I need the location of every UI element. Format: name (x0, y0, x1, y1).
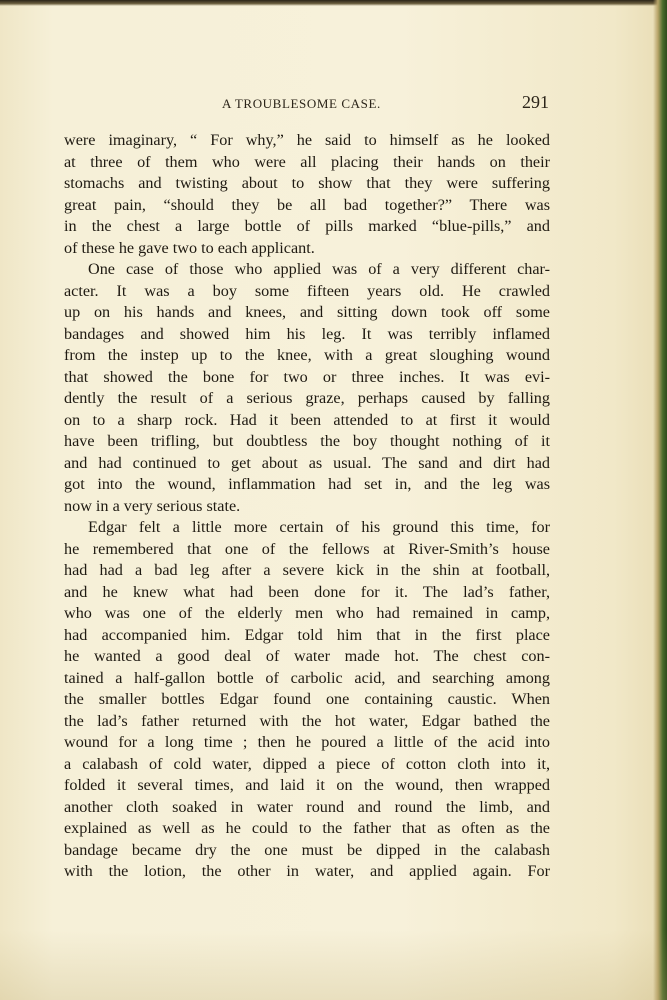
text-line: folded it several times, and laid it on the wound, then wrapped (64, 776, 550, 794)
text-line: he remembered that one of the fellows at River-Smith’s house (64, 539, 550, 558)
text-line: up on his hands and knees, and sitting down took off some (64, 303, 550, 321)
page-top-edge (0, 0, 667, 6)
text-line: One case of those who applied was of a very different char- (88, 260, 550, 278)
running-head (64, 92, 549, 116)
text-line: bandage became dry the one must be dipped in the calabash (64, 840, 550, 859)
text-line: dently the result of a serious graze, perhaps caused by falling (64, 389, 550, 407)
text-line: that showed the bone for two or three inches. It was evi- (64, 367, 550, 386)
book-spine-edge (653, 0, 667, 1000)
running-title: A TROUBLESOME CASE. (222, 96, 381, 111)
text-line: explained as well as he could to the father that as often as the (64, 819, 550, 837)
text-line: tained a half-gallon bottle of carbolic acid, and searching among (64, 668, 550, 687)
text-line: another cloth soaked in water round and round the limb, and (64, 797, 550, 816)
text-line: had had a bad leg after a severe kick in the shin at football, (64, 561, 550, 579)
text-line: bandages and showed him his leg. It was terribly inflamed (64, 324, 550, 343)
text-line: got into the wound, inflammation had set in, and the leg was (64, 475, 550, 493)
text-line: had accompanied him. Edgar told him that in the first place (64, 625, 550, 644)
text-line: in the chest a large bottle of pills marked “blue-pills,” and (64, 217, 550, 235)
text-line: at three of them who were all placing their hands on their (64, 152, 550, 171)
text-line: a calabash of cold water, dipped a piece of cotton cloth into it, (64, 754, 550, 773)
text-line: the smaller bottles Edgar found one containing caustic. When (64, 690, 550, 708)
text-line: of these he gave two to each applicant. (64, 238, 315, 257)
text-line: wound for a long time ; then he poured a little of the acid into (64, 733, 550, 751)
text-line: Edgar felt a little more certain of his ground this time, for (88, 518, 550, 536)
page-number: 291 (522, 92, 549, 112)
text-line: have been trifling, but doubtless the boy thought nothing of it (64, 432, 550, 450)
text-line: and had continued to get about as usual. The sand and dirt had (64, 453, 550, 472)
text-line: who was one of the elderly men who had remained in camp, (64, 604, 550, 622)
text-line: on to a sharp rock. Had it been attended to at first it would (64, 410, 550, 429)
text-line: and he knew what had been done for it. The lad’s father, (64, 582, 550, 601)
text-line: stomachs and twisting about to show that they were suffering (64, 174, 550, 192)
text-line: he wanted a good deal of water made hot. The chest con- (64, 647, 550, 665)
text-line: the lad’s father returned with the hot water, Edgar bathed the (64, 711, 550, 730)
text-line: with the lotion, the other in water, and applied again. For (64, 862, 550, 880)
text-line: now in a very serious state. (64, 496, 241, 515)
text-line: acter. It was a boy some fifteen years old. He crawled (64, 281, 550, 300)
text-line: from the instep up to the knee, with a great sloughing wound (64, 346, 550, 364)
text-line: great pain, “should they be all bad together?” There was (64, 195, 550, 214)
text-line: were imaginary, “ For why,” he said to himself as he looked (64, 131, 550, 149)
page-bottom-shade (0, 930, 667, 1000)
body-text (64, 130, 550, 883)
